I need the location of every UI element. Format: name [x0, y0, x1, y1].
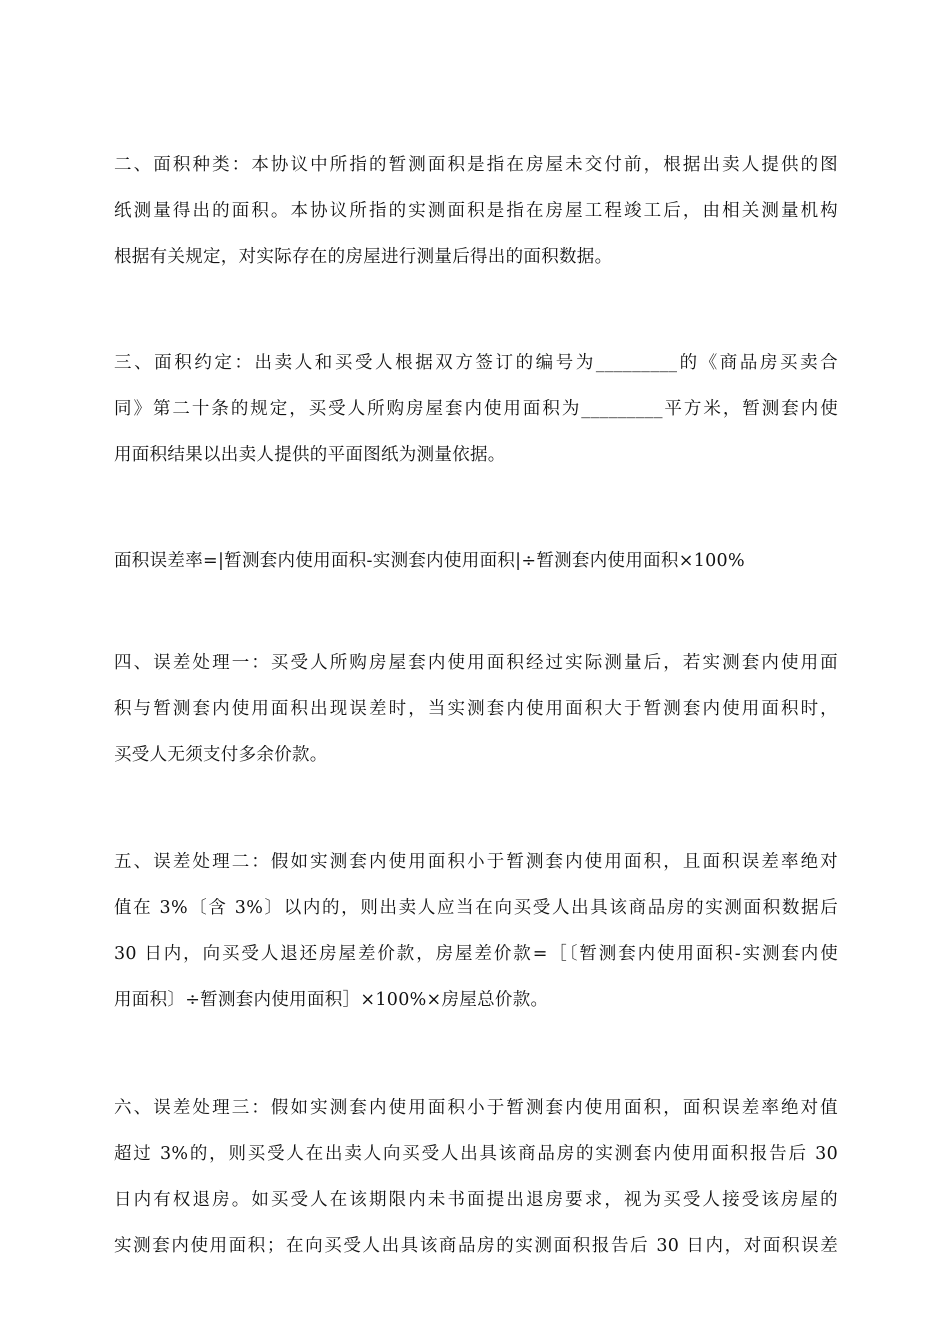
paragraph-error-rate-formula: [114, 538, 838, 584]
text-line: 值在 3%〔含 3%〕以内的，则出卖人应当在向买受人出具该商品房的实测面积数据后: [114, 898, 838, 918]
text-line: 超过 3%的，则买受人在出卖人向买受人出具该商品房的实测套内使用面积报告后 30: [114, 1144, 838, 1164]
text-line: 纸测量得出的面积。本协议所指的实测面积是指在房屋工程竣工后，由相关测量机构: [114, 201, 838, 221]
text-line: 同》第二十条的规定，买受人所购房屋套内使用面积为_________平方米，暂测套内使: [114, 399, 838, 419]
text-line: 六、误差处理三：假如实测套内使用面积小于暂测套内使用面积，面积误差率绝对值: [114, 1098, 838, 1118]
text-line: 五、误差处理二：假如实测套内使用面积小于暂测套内使用面积，且面积误差率绝对: [114, 852, 838, 872]
text-line: 三、面积约定：出卖人和买受人根据双方签订的编号为_________的《商品房买卖合: [114, 353, 838, 373]
text-line: 根据有关规定，对实际存在的房屋进行测量后得出的面积数据。: [114, 247, 613, 267]
paragraph-error-handling-3: [114, 1085, 838, 1269]
paragraph-area-types: [114, 142, 838, 280]
paragraph-error-handling-1: [114, 640, 838, 778]
text-line: 实测套内使用面积；在向买受人出具该商品房的实测面积报告后 30 日内，对面积误差: [114, 1236, 838, 1256]
text-line: 四、误差处理一：买受人所购房屋套内使用面积经过实际测量后，若实测套内使用面: [114, 653, 838, 673]
text-line: 30 日内，向买受人退还房屋差价款，房屋差价款=［〔暂测套内使用面积-实测套内使: [114, 944, 838, 964]
text-line: 用面积结果以出卖人提供的平面图纸为测量依据。: [114, 445, 506, 465]
paragraph-area-agreement: [114, 340, 838, 478]
text-line: 日内有权退房。如买受人在该期限内未书面提出退房要求，视为买受人接受该房屋的: [114, 1190, 838, 1210]
text-line: 用面积〕÷暂测套内使用面积］×100%×房屋总价款。: [114, 990, 549, 1010]
text-line: 买受人无须支付多余价款。: [114, 745, 328, 765]
text-line: 积与暂测套内使用面积出现误差时，当实测套内使用面积大于暂测套内使用面积时，: [114, 699, 838, 719]
text-line: 面积误差率=|暂测套内使用面积-实测套内使用面积|÷暂测套内使用面积×100%: [114, 551, 745, 571]
text-line: 二、面积种类：本协议中所指的暂测面积是指在房屋未交付前，根据出卖人提供的图: [114, 155, 838, 175]
paragraph-error-handling-2: [114, 839, 838, 1023]
